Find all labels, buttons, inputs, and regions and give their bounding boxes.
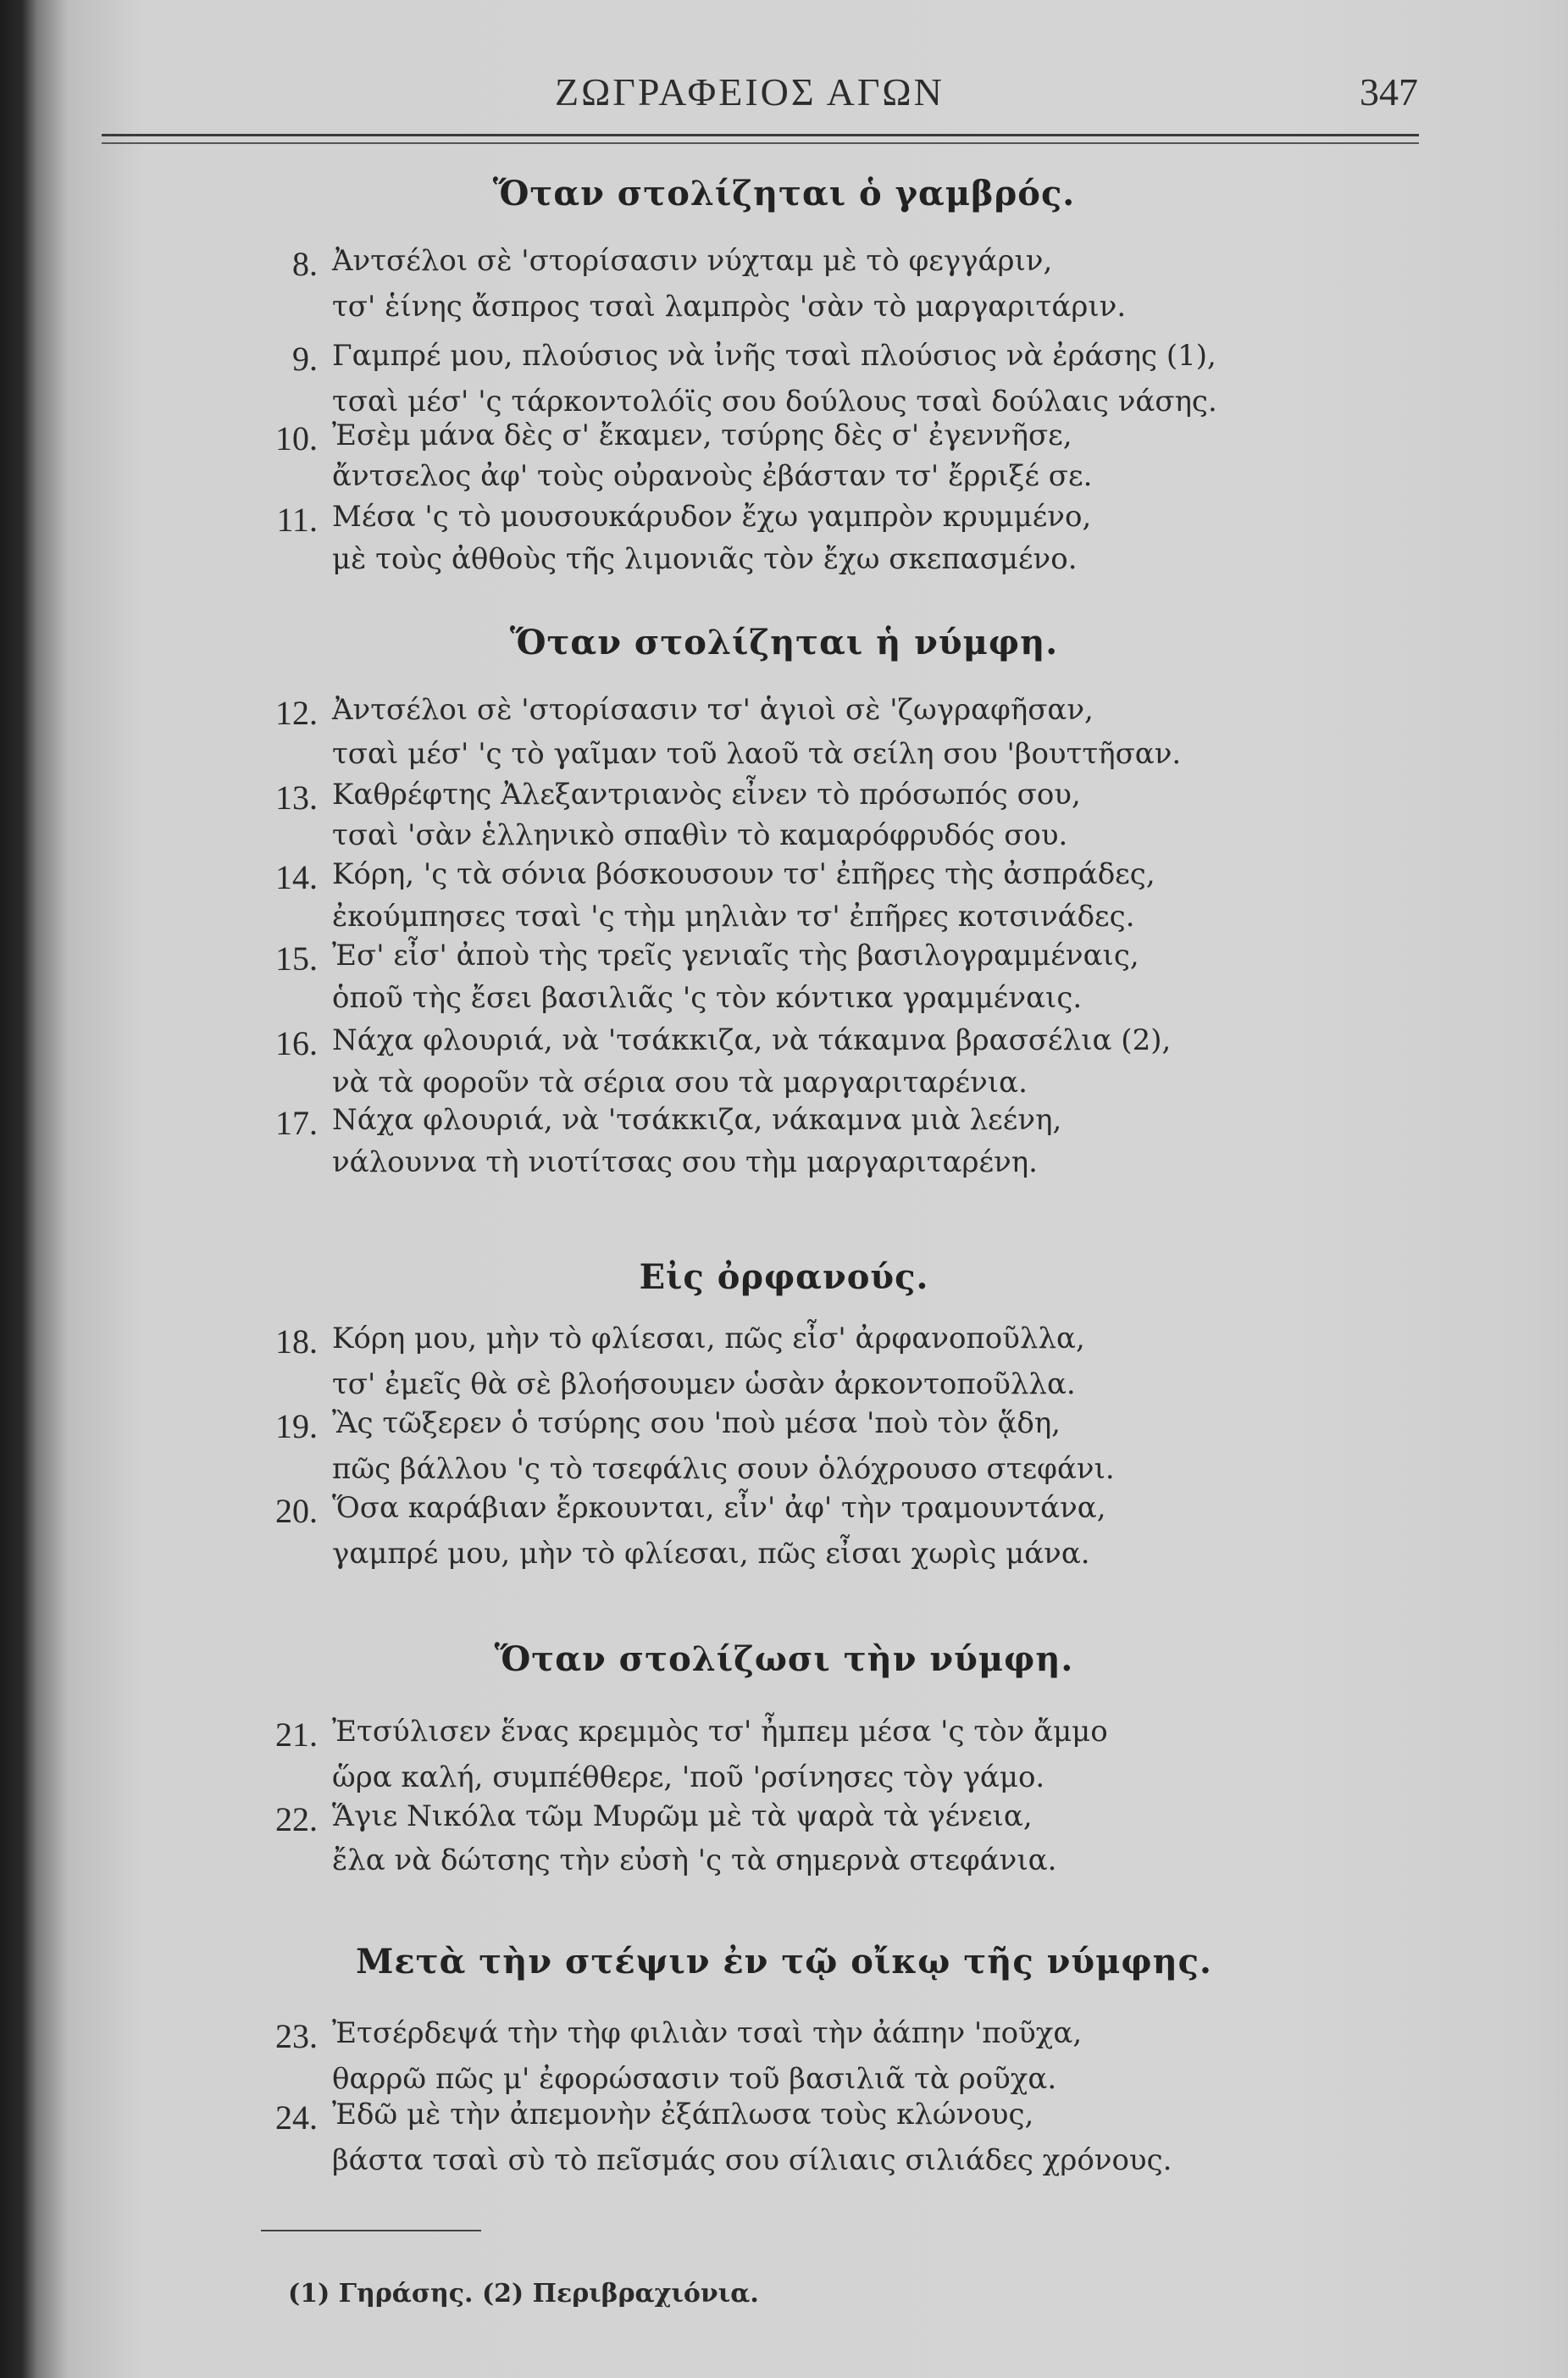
page-number: 347 (1360, 70, 1418, 114)
header-rule-thin (102, 142, 1419, 144)
verse-number: 17. (275, 1104, 318, 1142)
verse-number: 14. (275, 858, 318, 896)
verse-number: 18. (275, 1322, 318, 1361)
verse-number: 24. (275, 2098, 318, 2137)
running-head (0, 69, 1568, 129)
section-heading: Εἰς ὀρφανούς. (639, 1257, 929, 1297)
verse-number: 11. (276, 501, 318, 539)
verse-number: 20. (275, 1492, 318, 1530)
verse-number: 21. (275, 1716, 318, 1754)
verse-number: 8. (292, 245, 318, 283)
section-heading: Μετὰ τὴν στέψιν ἐν τῷ οἴκῳ τῆς νύμφης. (356, 1942, 1212, 1982)
section-heading: Ὅταν στολίζωσι τὴν νύμφη. (494, 1639, 1074, 1679)
book-page: ΖΩΓΡΑΦΕΙΟΣ ΑΓΩΝ 347 Ὅταν στολίζηται ὁ γαμβρός. 8. Ἀντσέλοι σὲ 'στορίσασιν νύχταμ μὲ τὸ φεγγάριν, τσ' ἑίνης ἄσπρος τσαὶ λαμπρὸς 'σὰν τὸ μαργαριτάριν. 9. Γαμπρέ μου, πλούσιος νὰ ἰνῆς τσαὶ πλούσιος νὰ ἐράσης (1), τσαὶ μέσ' 'ς τάρκοντολόϊς σου δούλους τσαὶ δούλαις νάσης. 10. Ἐσὲμ μάνα δὲς σ' ἔκαμεν, τσύρης δὲς σ' ἐγεννῆσε, ἄντσελος ἀφ' τοὺς οὐρανοὺς ἐβάσταν τσ' ἔρριξέ σε. 11. Μέσα 'ς τὸ μουσουκάρυδον ἔχω γαμπρὸν κρυμμένο, μὲ τοὺς ἀθθοὺς τῆς λιμονιᾶς τὸν ἔχω σκεπασμένο. Ὅταν στολίζηται ἡ νύμφη. 12. Ἀντσέλοι σὲ 'στορίσασιν τσ' ἁγιοὶ σὲ 'ζωγραφῆσαν, τσαὶ μέσ' 'ς τὸ γαῖμαν τοῦ λαοῦ τὰ σείλη σου 'βουττῆσαν. 13. Καθρέφτης Ἀλεξαντριανὸς εἶνεν τὸ πρόσωπός σου, τσαὶ 'σὰν ἑλληνικὸ σπαθὶν τὸ καμαρόφρυδός σου. 14. Κόρη, 'ς τὰ σόνια βόσκουσουν τσ' ἐπῆρες τὴς ἀσπράδες, ἐκούμπησες τσαὶ 'ς τὴμ μηλιὰν τσ' ἐπῆρες κοτσινάδες. 15. Ἐσ' εἶσ' ἀποὺ τὴς τρεῖς γενιαῖς τὴς βασιλογραμμέναις, ὁποῦ τὴς ἔσει βασιλιᾶς 'ς τὸν κόντικα γραμμέναις. 16. Νάχα φλουριά, νὰ 'τσάκκιζα, νὰ τάκαμνα βρασσέλια (2), νὰ τὰ φοροῦν τὰ σέρια σου τὰ μαργαριταρένια. 17. Νάχα φλουριά, νὰ 'τσάκκιζα, νάκαμνα μιὰ λεένη, νάλουννα τὴ νιοτίτσας σου τὴμ μαργαριταρένη. Εἰς ὀρφανούς. 18. Κόρη μου, μὴν τὸ φλίεσαι, πῶς εἶσ' ἀρφανοποῦλλα, τσ' ἐμεῖς θὰ σὲ βλοήσουμεν ὡσὰν ἀρκοντοποῦλλα. 19. Ἂς τῶξερεν ὁ τσύρης σου 'ποὺ μέσα 'ποὺ τὸν ᾅδη, πῶς βάλλου 'ς τὸ τσεφάλις σουν ὁλόχρουσο στεφάνι. 20. Ὅσα καράβιαν ἔρκουνται, εἶν' ἀφ' τὴν τραμουντάνα, γαμπρέ μου, μὴν τὸ φλίεσαι, πῶς εἶσαι χωρὶς μάνα. Ὅταν στολίζωσι τὴν νύμφη. 21. Ἐτσύλισεν ἕνας κρεμμὸς τσ' ἦμπεμ μέσα 'ς τὸν ἄμμο ὥρα καλή, συμπέθθερε, 'ποῦ 'ρσίνησες τὸγ γάμο. 22. Ἅγιε Νικόλα τῶμ Μυρῶμ μὲ τὰ ψαρὰ τὰ γένεια, ἔλα νὰ δώτσης τὴν εὐσὴ 'ς τὰ σημερνὰ στεφάνια. Μετὰ τὴν στέψιν ἐν τῷ οἴκῳ τῆς νύμφης. 23. Ἐτσέρδεψά τὴν τὴφ φιλιὰν τσαὶ τὴν ἀάπην 'ποῦχα, θαρρῶ πῶς μ' ἐφορώσασιν τοῦ βασιλιᾶ τὰ ροῦχα. 24. Ἐδῶ μὲ τὴν ἀπεμονὴν ἐξάπλωσα τοὺς κλώνους, βάστα τσαὶ σὺ τὸ πεῖσμάς σου σίλιαις σιλιάδες χρόνους. (1) Γηράσης. (2) Περιβραχιόνια. (0, 0, 1568, 2378)
verse-number: 13. (275, 779, 318, 817)
section-heading: Ὅταν στολίζηται ὁ γαμβρός. (492, 174, 1076, 213)
verse-number: 9. (292, 340, 318, 378)
verse-number: 10. (275, 419, 318, 457)
section-heading: Ὅταν στολίζηται ἡ νύμφη. (509, 623, 1059, 662)
verse-number: 12. (275, 694, 318, 732)
verse-number: 15. (275, 940, 318, 978)
verse-number: 19. (275, 1407, 318, 1445)
header-rule (102, 134, 1419, 136)
running-title: ΖΩΓΡΑΦΕΙΟΣ ΑΓΩΝ (555, 70, 945, 114)
verse-number: 16. (275, 1024, 318, 1062)
footnote: (1) Γηράσης. (2) Περιβραχιόνια. (288, 2279, 759, 2309)
verse-number: 22. (275, 1800, 318, 1838)
footnote-rule (261, 2230, 481, 2231)
verse-number: 23. (275, 2017, 318, 2055)
